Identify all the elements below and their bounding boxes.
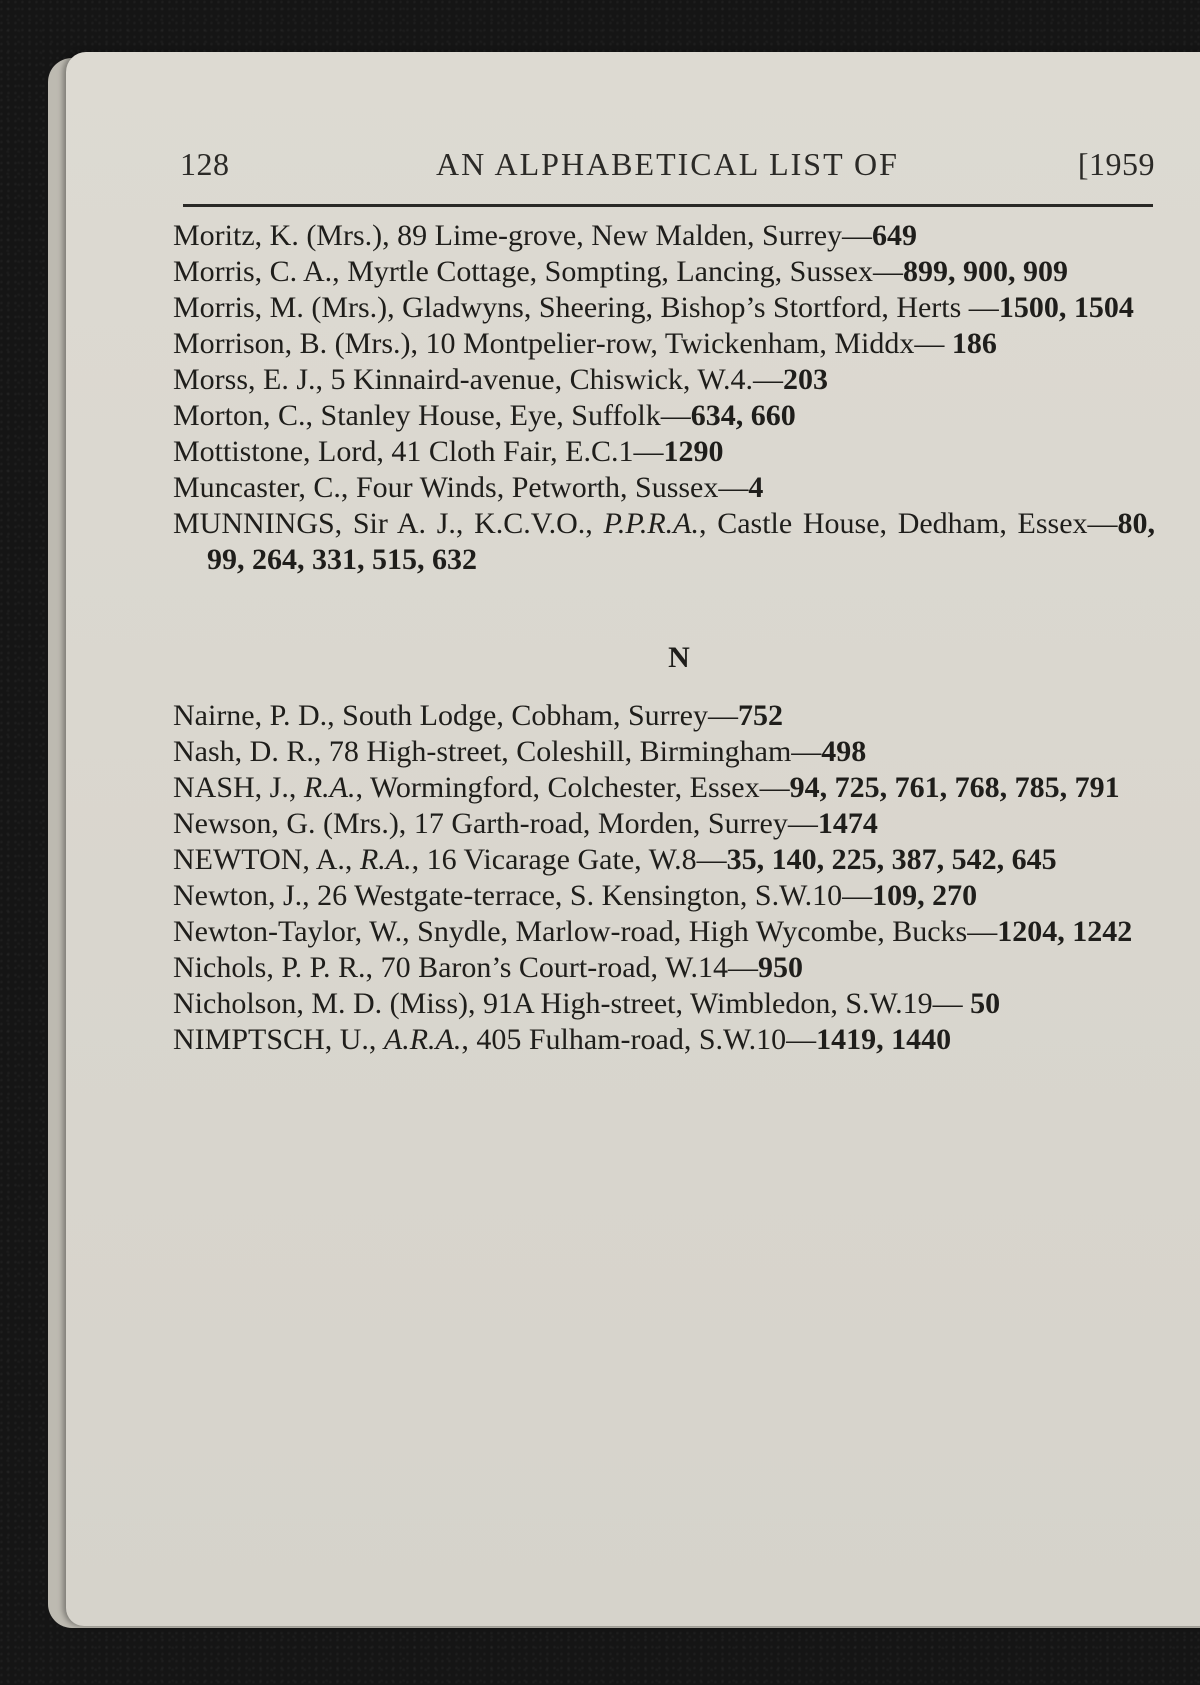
list-entry: [173, 434, 1155, 470]
entry-address: 41 Cloth Fair, E.C.1—: [383, 435, 664, 468]
header-rule: [183, 204, 1153, 207]
entry-numbers: 50: [970, 987, 1001, 1020]
list-entry: [173, 470, 1155, 506]
entry-name: Moritz, K. (Mrs.),: [173, 219, 390, 252]
entry-name: NEWTON, A.,: [173, 843, 353, 876]
list-entry: [173, 734, 1155, 770]
list-entry: [173, 986, 1155, 1022]
entry-name: Nicholson, M. D. (Miss),: [173, 987, 476, 1020]
entry-numbers: 80, 99, 264, 331, 515, 632: [207, 507, 1156, 576]
entry-name: Mottistone, Lord,: [173, 435, 384, 468]
entry-numbers: 1204, 1242: [997, 915, 1133, 948]
entry-honour: R.A.: [359, 843, 412, 876]
list-entry: [173, 362, 1155, 398]
entry-address: , 405 Fulham-road, S.W.10—: [461, 1023, 817, 1056]
entry-name: Nairne, P. D.,: [173, 699, 335, 732]
page-title: AN ALPHABETICAL LIST OF: [436, 146, 899, 182]
entry-address: , 16 Vicarage Gate, W.8—: [411, 843, 727, 876]
entry-address: 17 Garth-road, Morden, Surrey—: [406, 807, 818, 840]
list-entry: [173, 1022, 1155, 1058]
entry-numbers: 94, 725, 761, 768, 785, 791: [789, 771, 1120, 804]
list-entry: [173, 950, 1155, 986]
entry-numbers: 649: [872, 219, 918, 252]
page-number: 128: [180, 146, 230, 182]
list-entry: [173, 914, 1155, 950]
entry-address: 5 Kinnaird-avenue, Chiswick, W.4.—: [323, 363, 783, 396]
entry-address: , Wormingford, Colchester, Essex—: [355, 771, 790, 804]
entry-numbers: 634, 660: [690, 399, 796, 432]
entry-name: Newton, J.,: [173, 879, 310, 912]
entry-numbers: 203: [782, 363, 828, 396]
m-entries: [173, 218, 1155, 506]
entry-address: Stanley House, Eye, Suffolk—: [313, 399, 691, 432]
entry-numbers: 35, 140, 225, 387, 542, 645: [726, 843, 1057, 876]
entry-numbers: 4: [748, 471, 764, 504]
list-entry: [173, 290, 1155, 326]
entry-name: NASH, J.,: [173, 771, 297, 804]
list-entry: [173, 218, 1155, 254]
entry-address: Four Winds, Petworth, Sussex—: [348, 471, 749, 504]
entry-numbers: 186: [951, 327, 997, 360]
entry-address: Gladwyns, Sheering, Bishop’s Stortford, Herts —: [394, 291, 999, 324]
list-entry: [173, 770, 1155, 806]
entry-list: [173, 218, 1155, 1058]
list-entry: [173, 842, 1155, 878]
entry-name: Newton-Taylor, W.,: [173, 915, 410, 948]
entry-numbers: 752: [737, 699, 783, 732]
entry-name: Morss, E. J.,: [173, 363, 324, 396]
entry-numbers: 1474: [817, 807, 878, 840]
list-entry: [173, 698, 1155, 734]
entry-name: Morris, M. (Mrs.),: [173, 291, 395, 324]
list-entry: [173, 806, 1155, 842]
entry-address: 70 Baron’s Court-road, W.14—: [373, 951, 759, 984]
entry-numbers: 950: [758, 951, 804, 984]
entry-address: 89 Lime-grove, New Malden, Surrey—: [389, 219, 873, 252]
entry-address: 26 Westgate-terrace, S. Kensington, S.W.10—: [309, 879, 873, 912]
entry-address: Snydle, Marlow-road, High Wycombe, Bucks—: [409, 915, 998, 948]
entry-address: 78 High-street, Coleshill, Birmingham—: [321, 735, 822, 768]
entry-numbers: 1500, 1504: [998, 291, 1134, 324]
entry-name: NIMPTSCH, U.,: [173, 1023, 377, 1056]
entry-numbers: 1290: [663, 435, 724, 468]
entry-honour: P.P.R.A.: [603, 507, 700, 540]
entry-name: Morton, C.,: [173, 399, 314, 432]
list-entry: [173, 878, 1155, 914]
entry-honour: A.R.A.: [383, 1023, 462, 1056]
year-label: [1959: [1077, 146, 1155, 182]
entry-address: South Lodge, Cobham, Surrey—: [334, 699, 738, 732]
entry-name: Muncaster, C.,: [173, 471, 349, 504]
entry-address: , Castle House, Dedham, Essex—: [699, 507, 1118, 540]
entry-name: Morris, C. A.,: [173, 255, 340, 288]
entry-name: Morrison, B. (Mrs.),: [173, 327, 418, 360]
running-head: [180, 146, 1155, 190]
list-entry: [173, 254, 1155, 290]
entry-numbers: 899, 900, 909: [902, 255, 1068, 288]
section-letter: N: [668, 641, 690, 674]
entry-name: Newson, G. (Mrs.),: [173, 807, 407, 840]
entry-numbers: 498: [821, 735, 867, 768]
entry-numbers: 1419, 1440: [816, 1023, 952, 1056]
entry-name: Nichols, P. P. R.,: [173, 951, 374, 984]
list-entry: [173, 506, 1155, 578]
list-entry: [173, 398, 1155, 434]
entry-address: 91A High-street, Wimbledon, S.W.19—: [475, 987, 971, 1020]
list-entry: [173, 326, 1155, 362]
entry-numbers: 109, 270: [872, 879, 978, 912]
entry-name: MUNNINGS, Sir A. J., K.C.V.O.,: [173, 507, 593, 540]
entry-name: Nash, D. R.,: [173, 735, 322, 768]
entry-address: 10 Montpelier-row, Twickenham, Middx—: [418, 327, 952, 360]
entry-honour: R.A.: [303, 771, 356, 804]
entry-address: Myrtle Cottage, Sompting, Lancing, Sussex—: [339, 255, 903, 288]
